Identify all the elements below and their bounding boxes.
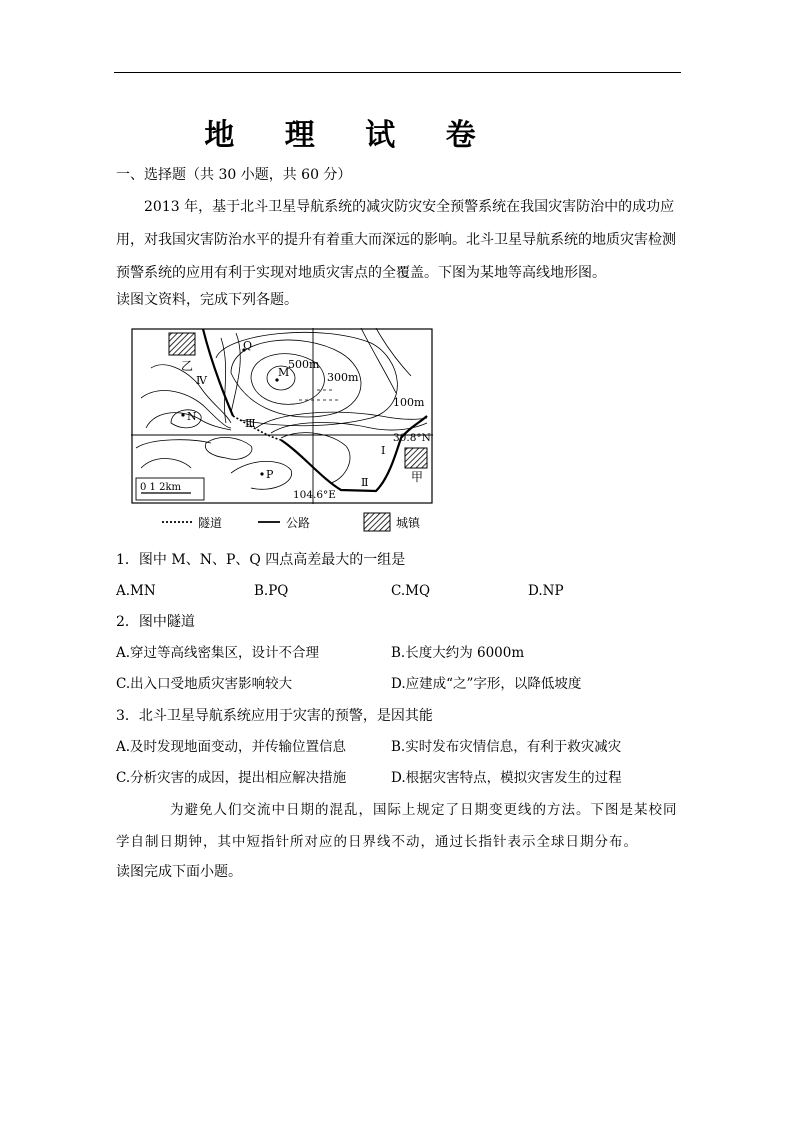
- passage-2: 为避免人们交流中日期的混乱，国际上规定了日期变更线的方法。下图是某校同学自制日期钟，其中短指针所对应的日界线不动，通过长指针表示全球日期分布。: [116, 802, 678, 850]
- question-1-option-b[interactable]: B.PQ: [254, 583, 289, 599]
- contour-map: [131, 328, 433, 504]
- page-title: 地 理 试 卷: [204, 118, 496, 153]
- legend-road: 公路: [286, 516, 311, 530]
- question-2-option-d[interactable]: D.应建成“之”字形，以降低坡度: [391, 676, 582, 692]
- town-yi-icon: [169, 333, 195, 355]
- question-3-option-d[interactable]: D.根据灾害特点，模拟灾害发生的过程: [391, 770, 622, 786]
- label-n: N: [187, 410, 197, 423]
- label-town-yi: 乙: [181, 359, 194, 373]
- question-3-stem: 3．北斗卫星导航系统应用于灾害的预警，是因其能: [116, 708, 433, 724]
- question-1-option-a[interactable]: A.MN: [116, 583, 156, 599]
- question-2-option-c[interactable]: C.出入口受地质灾害影响较大: [116, 676, 293, 692]
- label-town-jia: 甲: [411, 470, 424, 484]
- label-region-1: Ⅰ: [381, 444, 386, 457]
- legend-town: 城镇: [396, 516, 421, 530]
- passage-1: 2013 年，基于北斗卫星导航系统的减灾防灾安全预警系统在我国灾害防治中的成功应用，对我国灾害防治水平的提升有着重大而深远的影响。北斗卫星导航系统的地质灾害检测预警系统的应用有利于实现对地质灾害点的全覆盖。下图为某地等高线地形图。: [116, 199, 676, 281]
- question-1-option-d[interactable]: D.NP: [528, 583, 564, 599]
- question-1-stem: 1．图中 M、N、P、Q 四点高差最大的一组是: [116, 552, 406, 568]
- question-2-option-b[interactable]: B.长度大约为 6000m: [391, 645, 525, 661]
- instruction-2: 读图完成下面小题。: [116, 864, 242, 880]
- section-heading: 一、选择题（共 30 小题，共 60 分）: [116, 167, 352, 183]
- town-symbol-icon: [364, 513, 390, 531]
- header-rule: [114, 72, 681, 73]
- label-q: Q: [243, 339, 253, 352]
- question-3-option-b[interactable]: B.实时发布灾情信息，有利于救灾减灾: [391, 739, 622, 755]
- label-region-3: Ⅲ: [245, 417, 256, 430]
- question-3-option-a[interactable]: A.及时发现地面变动，并传输位置信息: [116, 739, 347, 755]
- question-2-option-a[interactable]: A.穿过等高线密集区，设计不合理: [116, 645, 320, 661]
- label-p: P: [266, 468, 274, 481]
- legend-tunnel: 隧道: [198, 516, 223, 530]
- label-500m: 500m: [288, 358, 320, 371]
- label-300m: 300m: [327, 371, 359, 384]
- question-1-option-c[interactable]: C.MQ: [391, 583, 431, 599]
- instruction-1: 读图文资料，完成下列各题。: [116, 292, 298, 308]
- label-region-4: Ⅳ: [196, 374, 207, 387]
- label-m: M: [278, 366, 290, 379]
- label-lat: 30.8°N: [393, 432, 431, 444]
- question-2-stem: 2．图中隧道: [116, 614, 195, 630]
- label-scale: 0 1 2km: [140, 482, 181, 493]
- map-legend: [160, 512, 440, 534]
- question-3-option-c[interactable]: C.分析灾害的成因，提出相应解决措施: [116, 770, 347, 786]
- label-100m: 100m: [393, 396, 425, 409]
- label-region-2: Ⅱ: [361, 476, 369, 489]
- town-jia-icon: [405, 448, 427, 468]
- label-lon: 104.6°E: [293, 489, 336, 501]
